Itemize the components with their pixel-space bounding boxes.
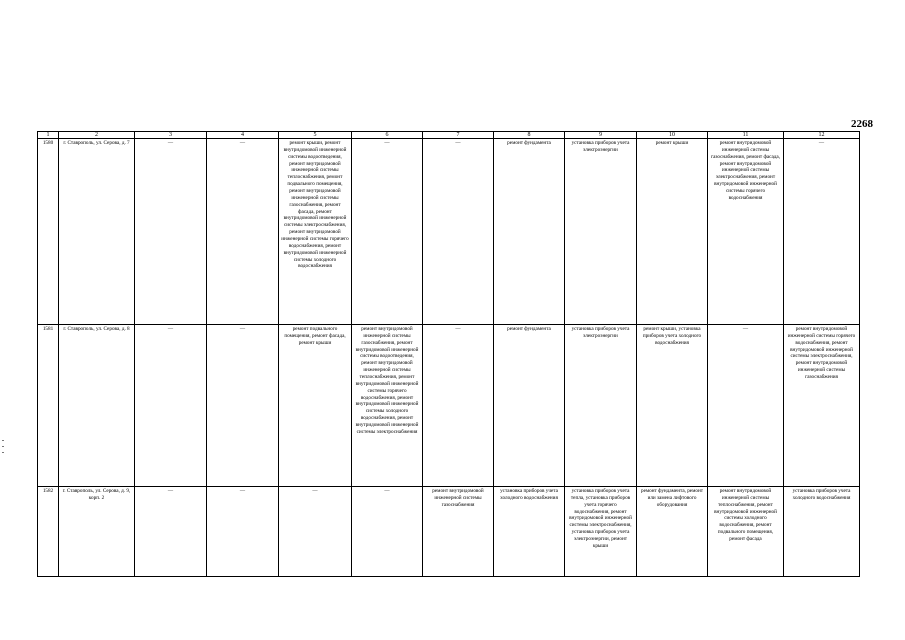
work-cell: ремонт внутридомовой инженерной системы газоснабжения, ремонт фасада, ремонт внутридомовой инженерной системы электроснабжения, ремонт внутридомовой инженерной системы горячего водоснабжения — [708, 139, 784, 325]
column-header: 5 — [279, 132, 352, 139]
work-cell: ремонт внутридомовой инженерной системы горячего водоснабжения, ремонт внутридомовой инженерной системы электроснабжения, ремонт внутридомовой инженерной системы газоснабжения — [784, 325, 860, 487]
column-header: 7 — [423, 132, 494, 139]
margin-tick — [2, 446, 4, 447]
work-cell: — — [207, 139, 279, 325]
work-cell: ремонт крыши — [637, 139, 708, 325]
table-row — [38, 325, 860, 487]
work-cell: установка приборов учета холодного водоснабжения — [784, 487, 860, 577]
work-cell: ремонт внутридомовой инженерной системы газоснабжения, ремонт внутридомовой инженерной системы водоотведения, ремонт внутридомовой инженерной системы теплоснабжения, ремонт внутридомовой инженерной системы горячего водоснабжения, ремонт внутридомовой инженерной системы холодного водоснабжения, ремонт внутридомовой инженерной системы электроснабжения — [352, 325, 423, 487]
work-cell: — — [135, 487, 207, 577]
work-cell: — — [207, 325, 279, 487]
work-cell: — — [423, 325, 494, 487]
work-cell: — — [708, 325, 784, 487]
work-cell: установка приборов учета электроэнергии — [565, 139, 637, 325]
column-header: 1 — [38, 132, 59, 139]
work-cell: ремонт внутридомовой инженерной системы газоснабжения — [423, 487, 494, 577]
work-cell: — — [135, 139, 207, 325]
margin-tick — [2, 440, 4, 441]
page-number: 2268 — [851, 118, 873, 130]
work-cell: — — [279, 487, 352, 577]
work-cell: — — [423, 139, 494, 325]
column-header: 3 — [135, 132, 207, 139]
column-header: 9 — [565, 132, 637, 139]
register-table — [37, 131, 860, 577]
work-cell: — — [207, 487, 279, 577]
table-row — [38, 487, 860, 577]
column-header: 11 — [708, 132, 784, 139]
work-cell: ремонт внутридомовой инженерной системы теплоснабжения, ремонт внутридомовой инженерной системы холодного водоснабжения, ремонт подвального помещения, ремонт фасада — [708, 487, 784, 577]
column-header: 4 — [207, 132, 279, 139]
column-header: 2 — [59, 132, 135, 139]
work-cell: ремонт фундамента — [494, 325, 565, 487]
work-cell: — — [352, 487, 423, 577]
work-cell: установка приборов учета холодного водоснабжения — [494, 487, 565, 577]
table-row — [38, 139, 860, 325]
work-cell: ремонт фундамента — [494, 139, 565, 325]
address-cell: г. Ставрополь, ул. Серова, д. 9, корп. 2 — [59, 487, 135, 577]
work-cell: установка приборов учета тепла, установка приборов учета горячего водоснабжения, ремонт внутридомовой инженерной системы электроснабжения, установка приборов учета электроэнергии, ремонт крыши — [565, 487, 637, 577]
work-cell: ремонт фундамента, ремонт или замена лифтового оборудования — [637, 487, 708, 577]
work-cell: ремонт крыши, установка приборов учета холодного водоснабжения — [637, 325, 708, 487]
row-number: 1580 — [38, 139, 59, 325]
column-header: 8 — [494, 132, 565, 139]
work-cell: ремонт крыши, ремонт внутридомовой инженерной системы водоотведения, ремонт внутридомовой инженерной системы теплоснабжения, ремонт подвального помещения, ремонт внутридомовой инженерной системы газоснабжения, ремонт фасада, ремонт внутридомовой инженерной системы электроснабжения, ремонт внутридомовой инженерной системы горячего водоснабжения, ремонт внутридомовой инженерной системы холодного водоснабжения — [279, 139, 352, 325]
address-cell: г. Ставрополь, ул. Серова, д. 7 — [59, 139, 135, 325]
work-cell: ремонт подвального помещения, ремонт фасада, ремонт крыши — [279, 325, 352, 487]
margin-tick — [2, 452, 4, 453]
work-cell: — — [135, 325, 207, 487]
row-number: 1581 — [38, 325, 59, 487]
address-cell: г. Ставрополь, ул. Серова, д. 8 — [59, 325, 135, 487]
column-number-row — [38, 132, 860, 139]
work-cell: — — [352, 139, 423, 325]
column-header: 6 — [352, 132, 423, 139]
work-cell: — — [784, 139, 860, 325]
column-header: 12 — [784, 132, 860, 139]
work-cell: установка приборов учета электроэнергии — [565, 325, 637, 487]
row-number: 1582 — [38, 487, 59, 577]
column-header: 10 — [637, 132, 708, 139]
